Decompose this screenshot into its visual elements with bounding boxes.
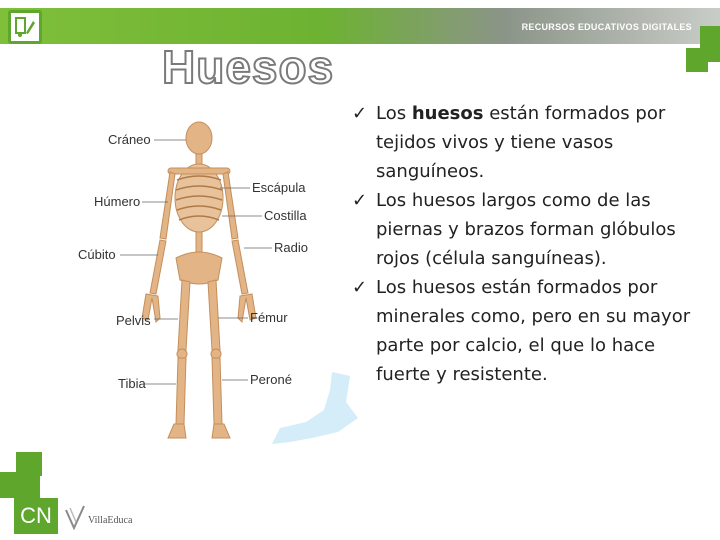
bullet-item [352, 273, 697, 389]
header-banner-text: RECURSOS EDUCATIVOS DIGITALES [521, 22, 692, 32]
checkmark-icon: ✓ [352, 190, 368, 211]
villaeduca-mark-icon [64, 504, 86, 530]
logo-decoration [0, 472, 40, 498]
bullet-text: Los huesos largos como de las piernas y brazos forman glóbulos rojos (célula sanguíneas). [376, 190, 676, 269]
label-costilla: Costilla [264, 208, 307, 223]
cn-logo: CN [14, 498, 58, 534]
label-tibia: Tibia [118, 376, 146, 391]
checkmark-icon: ✓ [352, 277, 368, 298]
label-humero: Húmero [94, 194, 141, 209]
bullet-text: Los [376, 103, 412, 124]
label-radio: Radio [274, 240, 308, 255]
splash-decoration [272, 372, 364, 444]
label-femur: Fémur [250, 310, 288, 325]
science-logo-icon [8, 10, 42, 44]
label-craneo: Cráneo [108, 132, 151, 147]
label-escapula: Escápula [252, 180, 306, 195]
corner-decoration [686, 48, 708, 72]
villaeduca-logo [64, 500, 132, 530]
checkmark-icon: ✓ [352, 103, 368, 124]
slide-title: Huesos [162, 41, 335, 93]
bullet-bold-text: huesos [411, 103, 484, 124]
bullet-text: Los huesos están formados por minerales como, pero en su mayor parte por calcio, el que lo hace fuerte y resistente. [376, 277, 691, 385]
bullet-list [352, 99, 697, 389]
label-perone: Peroné [250, 372, 292, 387]
label-cubito: Cúbito [78, 247, 116, 262]
villaeduca-text: VillaEduca [88, 515, 133, 526]
bullet-item [352, 186, 697, 273]
label-pelvis: Pelvis [116, 313, 151, 328]
bullet-item [352, 99, 697, 186]
bullet-text: están formados por tejidos vivos y tiene vasos sanguíneos. [376, 103, 666, 182]
